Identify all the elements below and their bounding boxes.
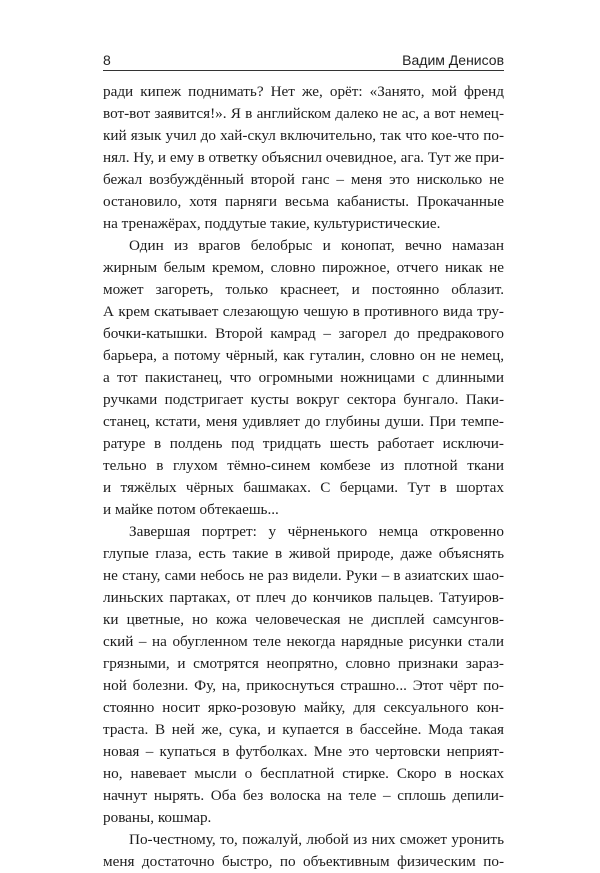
text-line: вот-вот заявится!». Я в английском далеко не ас, а вот немец- (103, 105, 504, 122)
text-line: грязными, и смотрятся неопрятно, словно признаки зараз- (103, 655, 504, 672)
text-line: ной болезни. Фу, на, прикоснуться страшно... Этот чёрт по- (103, 677, 504, 694)
text-line: новая – купаться в футболках. Мне это чертовски неприят- (103, 743, 504, 760)
text-line: траста. В ней же, сука, и купается в бассейне. Мода такая (103, 721, 504, 738)
text-line: остановило, хотя парняги весьма кабанисты. Прокачанные (103, 193, 504, 210)
running-head-author: Вадим Денисов (402, 52, 504, 68)
text-line: Один из врагов белобрыс и конопат, вечно намазан (129, 237, 504, 254)
text-line: ратуре в полдень под тридцать шесть работает исключи- (103, 435, 504, 452)
text-line: начнут нырять. Оба без волоска на теле – сплошь депили- (103, 787, 504, 804)
page-number: 8 (103, 52, 111, 68)
text-line: рованы, кошмар. (103, 809, 212, 826)
body-text (103, 81, 504, 873)
text-line: бежал возбуждённый второй ганс – меня это нисколько не (103, 171, 504, 188)
text-line: но, навевает мысли о бесплатной стирке. Скоро в носках (103, 765, 504, 782)
running-header (103, 44, 504, 68)
paragraph (103, 521, 504, 829)
text-line: ки цветные, но кожа человеческая не дисплей самсунгов- (103, 611, 504, 628)
text-line: на тренажёрах, поддутые такие, культуристические. (103, 215, 441, 232)
text-line: может загореть, только краснеет, и постоянно облазит. (103, 281, 504, 298)
text-line: станец, кстати, меня удивляет до глубины души. При темпе- (103, 413, 504, 430)
text-line: меня достаточно быстро, по объективным физическим по- (103, 853, 504, 870)
text-line: кий язык учил до хай-скул включительно, так что кое-что по- (103, 127, 504, 144)
text-line: бочки-катышки. Второй камрад – загорел до предракового (103, 325, 504, 342)
text-line: а тот пакистанец, что огромными ножницами с длинными (103, 369, 504, 386)
text-line: По-честному, то, пожалуй, любой из них сможет уронить (129, 831, 504, 848)
header-rule (103, 70, 504, 71)
text-line: не стану, сами небось не раз видели. Руки – в азиатских шао- (103, 567, 504, 584)
text-line: нял. Ну, и ему в ответку объяснил очевидное, ага. Тут же при- (103, 149, 505, 166)
paragraph (103, 81, 504, 235)
text-line: ский – на обугленном теле некогда нарядные рисунки стали (103, 633, 504, 650)
text-line: стоянно носит ярко-розовую майку, для сексуального кон- (103, 699, 504, 716)
text-line: барьера, а потому чёрный, как гуталин, словно он не немец, (103, 347, 504, 364)
paragraph (103, 235, 504, 521)
text-line: и тяжёлых чёрных башмаках. С берцами. Тут в шортах (103, 479, 504, 496)
text-line: тельно в глухом тёмно-синем комбезе из плотной ткани (103, 457, 504, 474)
text-line: глупые глаза, есть такие в живой природе, даже объяснять (103, 545, 504, 562)
text-line: ручками подстригает кусты вокруг сектора бунгало. Паки- (103, 391, 504, 408)
paragraph (103, 829, 504, 873)
text-line: линьских партаках, от плеч до кончиков пальцев. Татуиров- (103, 589, 504, 606)
text-line: Завершая портрет: у чёрненького немца откровенно (129, 523, 504, 540)
text-line: и майке потом обтекаешь... (103, 501, 279, 518)
text-line: жирным белым кремом, словно пирожное, отчего никак не (103, 259, 504, 276)
text-line: А крем скатывает слезающую чешую в противного вида тру- (103, 303, 504, 320)
text-line: ради кипеж поднимать? Нет же, орёт: «Занято, мой френд (103, 83, 504, 100)
